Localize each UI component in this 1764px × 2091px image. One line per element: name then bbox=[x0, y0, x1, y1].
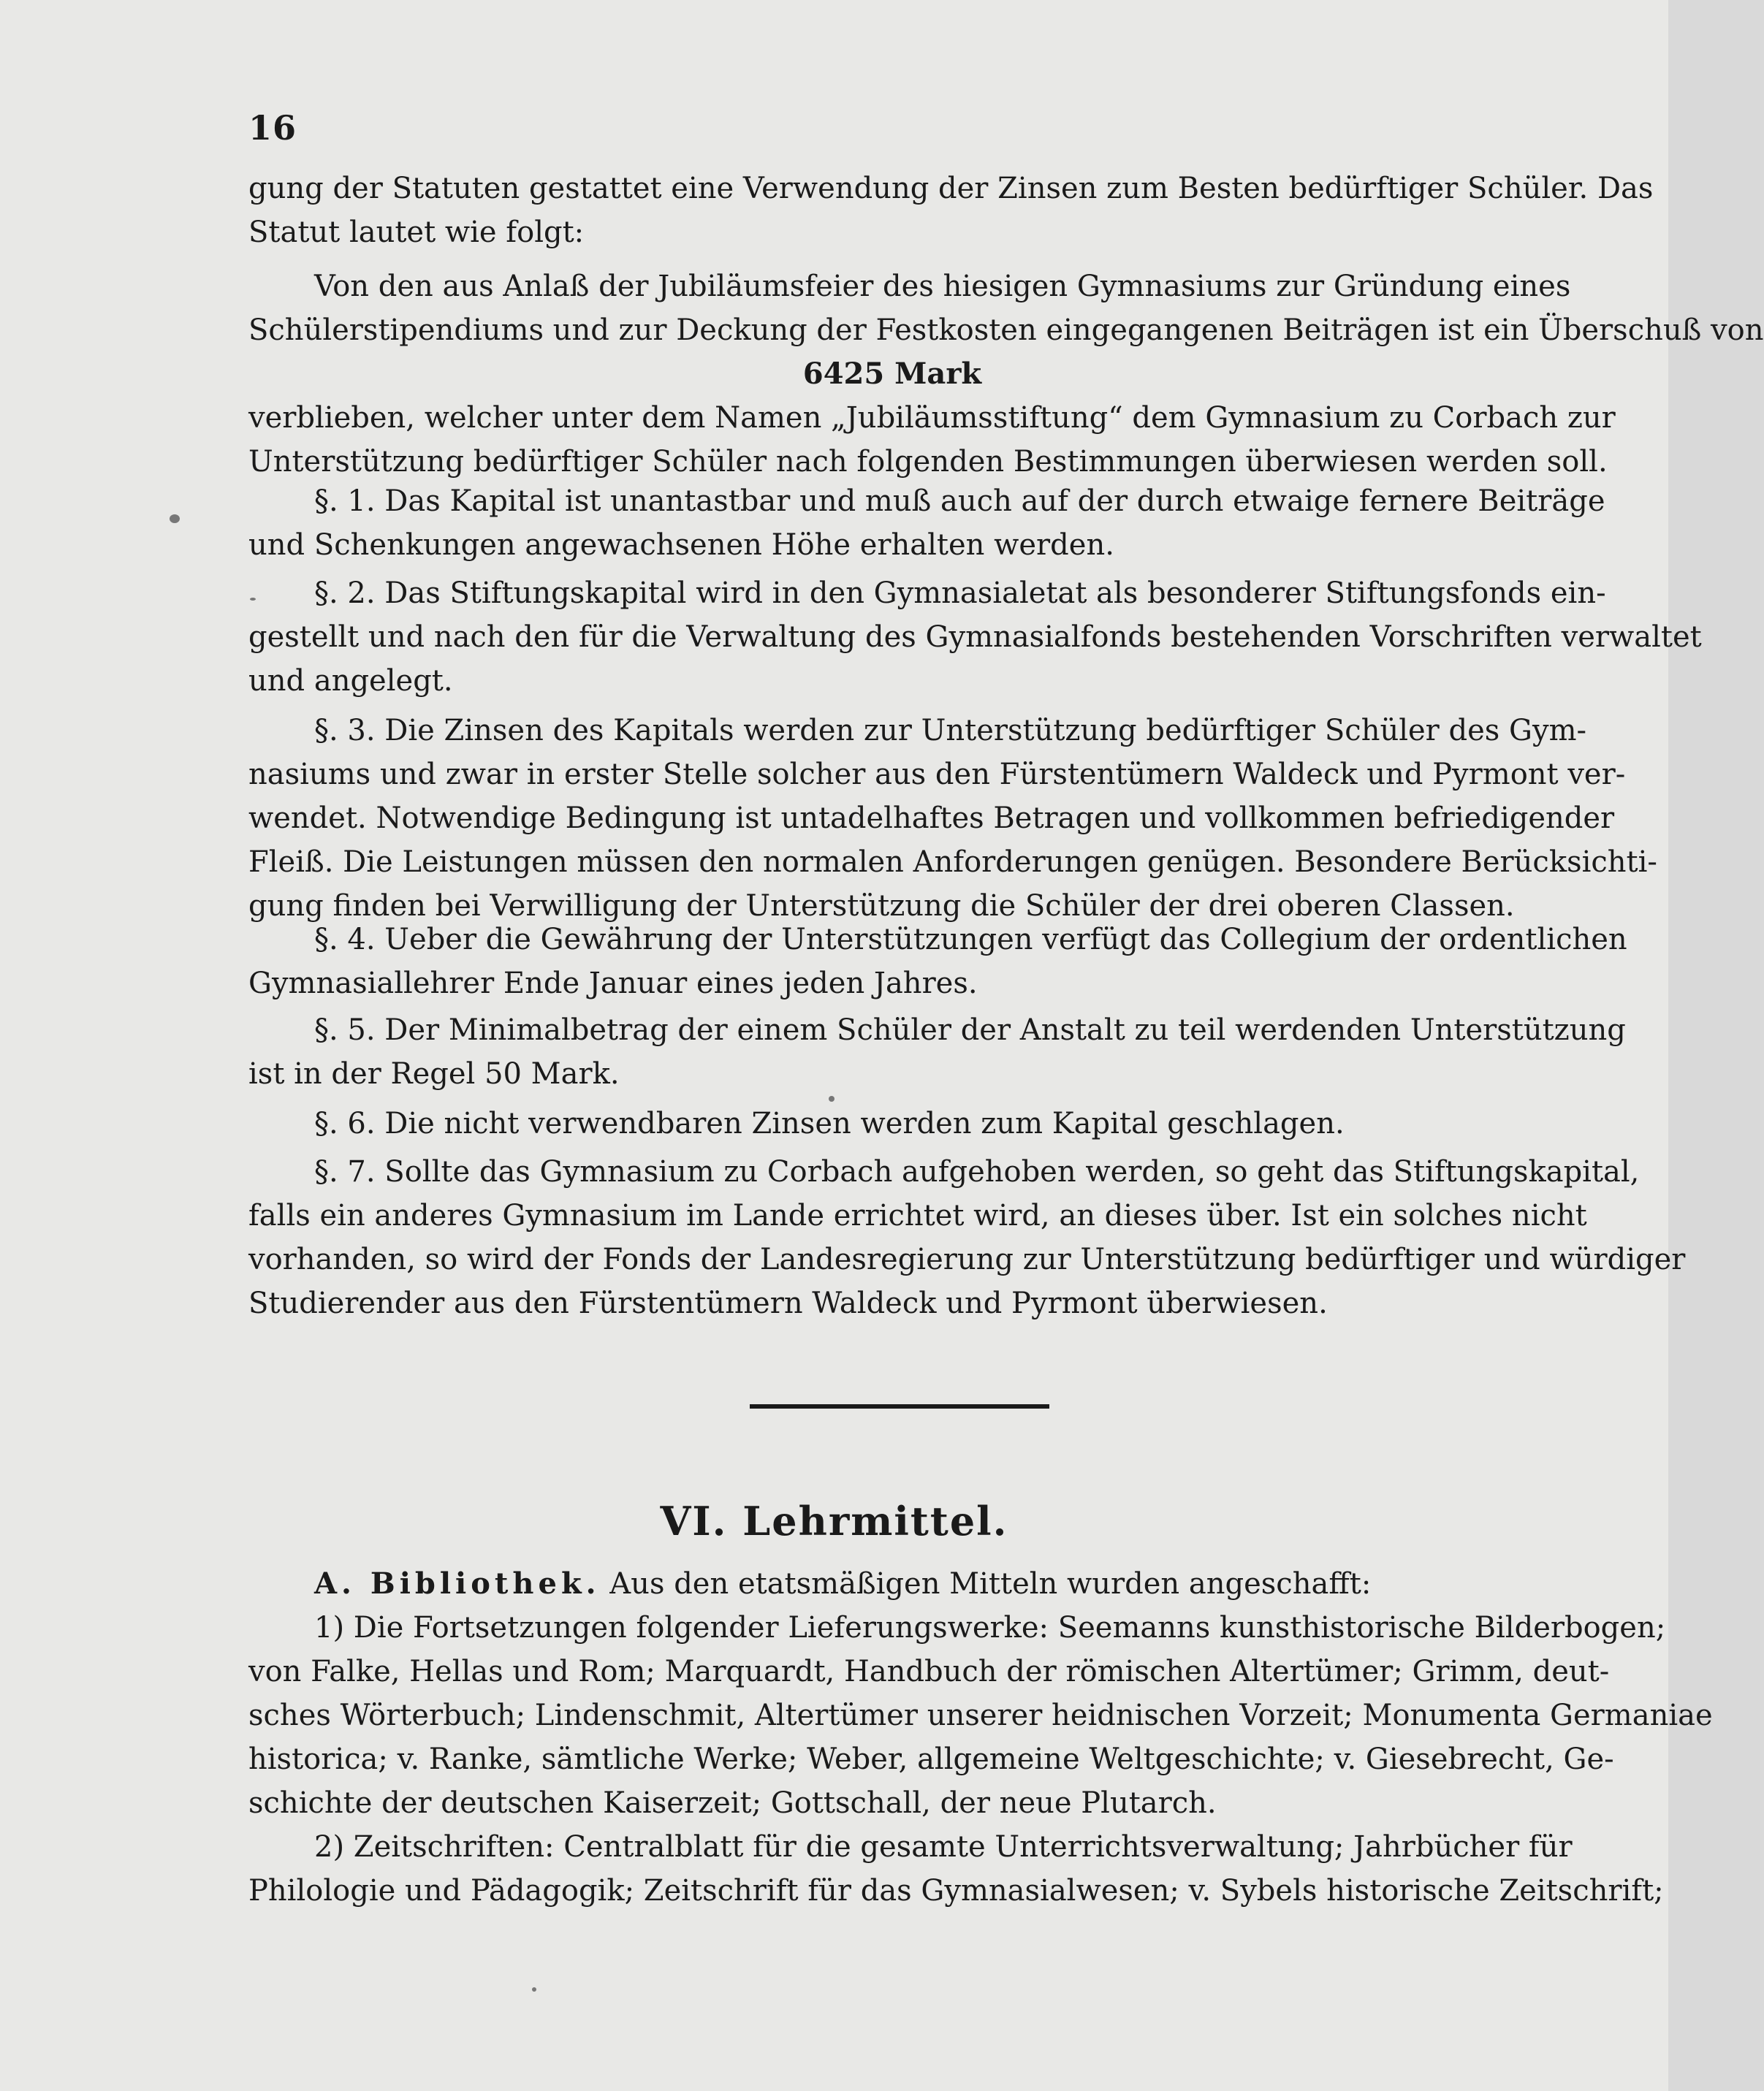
text-line: §. 3. Die Zinsen des Kapitals werden zur Unterstützung bedürftiger Schüler des Gym- bbox=[314, 714, 1587, 747]
text-line: Statut lautet wie folgt: bbox=[248, 216, 585, 249]
text-line: von Falke, Hellas und Rom; Marquardt, Handbuch der römischen Altertümer; Grimm, deut- bbox=[248, 1655, 1610, 1688]
text-line: Fleiß. Die Leistungen müssen den normalen Anforderungen genügen. Besondere Berücksichti- bbox=[248, 845, 1657, 879]
chapter-title: VI. Lehrmittel. bbox=[660, 1498, 1008, 1545]
statute-section-5 bbox=[248, 1008, 1626, 1096]
amount-line: 6425 Mark bbox=[802, 357, 982, 391]
text-line: §. 5. Der Minimalbetrag der einem Schüler der Anstalt zu teil werdenden Unterstützung bbox=[314, 1013, 1626, 1047]
text-line: und angelegt. bbox=[248, 664, 453, 698]
statute-section-4 bbox=[248, 918, 1627, 1005]
text-line: §. 7. Sollte das Gymnasium zu Corbach aufgehoben werden, so geht das Stiftungskapital, bbox=[314, 1155, 1640, 1189]
library-heading-rest: Aus den etatsmäßigen Mitteln wurden angeschafft: bbox=[609, 1567, 1372, 1601]
text-line: sches Wörterbuch; Lindenschmit, Altertümer unserer heidnischen Vorzeit; Monumenta Germaniae bbox=[248, 1699, 1713, 1732]
page-number: 16 bbox=[248, 108, 297, 148]
text-line: Von den aus Anlaß der Jubiläumsfeier des hiesigen Gymnasiums zur Gründung eines bbox=[314, 270, 1571, 303]
intro-paragraph bbox=[248, 167, 1654, 254]
statute-section-6 bbox=[248, 1102, 1536, 1146]
text-line: nasiums und zwar in erster Stelle solcher aus den Fürstentümern Waldeck und Pyrmont ver- bbox=[248, 758, 1626, 791]
library-heading-line bbox=[248, 1562, 1536, 1606]
paper-speck bbox=[532, 1987, 536, 1992]
text-line: ist in der Regel 50 Mark. bbox=[248, 1057, 620, 1091]
statute-section-7 bbox=[248, 1150, 1686, 1325]
text-line: verblieben, welcher unter dem Namen „Jubiläumsstiftung“ dem Gymnasium zu Corbach zur bbox=[248, 401, 1616, 435]
statute-preamble bbox=[248, 264, 1764, 484]
text-line: 1) Die Fortsetzungen folgender Lieferungswerke: Seemanns kunsthistorische Bilderbogen; bbox=[314, 1611, 1666, 1645]
text-line: §. 2. Das Stiftungskapital wird in den Gymnasialetat als besonderer Stiftungsfonds ein- bbox=[314, 576, 1606, 610]
text-line: Philologie und Pädagogik; Zeitschrift für das Gymnasialwesen; v. Sybels historische Zeitschrift; bbox=[248, 1874, 1664, 1908]
paper-speck bbox=[170, 514, 180, 523]
text-line: historica; v. Ranke, sämtliche Werke; Weber, allgemeine Weltgeschichte; v. Giesebrecht, Ge- bbox=[248, 1742, 1614, 1776]
text-line: §. 6. Die nicht verwendbaren Zinsen werden zum Kapital geschlagen. bbox=[314, 1107, 1345, 1140]
text-line: und Schenkungen angewachsenen Höhe erhalten werden. bbox=[248, 528, 1114, 562]
text-line: gung finden bei Verwilligung der Unterstützung die Schüler der drei oberen Classen. bbox=[248, 889, 1515, 923]
text-line: Unterstützung bedürftiger Schüler nach folgenden Bestimmungen überwiesen werden soll. bbox=[248, 445, 1608, 479]
text-line: gung der Statuten gestattet eine Verwendung der Zinsen zum Besten bedürftiger Schüler. Das bbox=[248, 172, 1654, 205]
text-line: falls ein anderes Gymnasium im Lande errichtet wird, an dieses über. Ist ein solches nicht bbox=[248, 1199, 1587, 1233]
text-line: wendet. Notwendige Bedingung ist untadelhaftes Betragen und vollkommen befriedigender bbox=[248, 801, 1615, 835]
paper-speck bbox=[829, 1096, 835, 1102]
text-line: Gymnasiallehrer Ende Januar eines jeden Jahres. bbox=[248, 967, 978, 1000]
paper-speck bbox=[250, 598, 256, 601]
text-line: Studierender aus den Fürstentümern Waldeck und Pyrmont überwiesen. bbox=[248, 1287, 1328, 1320]
library-heading: A. Bibliothek. bbox=[314, 1566, 601, 1601]
statute-section-3 bbox=[248, 709, 1657, 928]
text-line: vorhanden, so wird der Fonds der Landesregierung zur Unterstützung bedürftiger und würdiger bbox=[248, 1243, 1686, 1276]
text-line: §. 4. Ueber die Gewährung der Unterstützungen verfügt das Collegium der ordentlichen bbox=[314, 923, 1627, 956]
text-line: 2) Zeitschriften: Centralblatt für die gesamte Unterrichtsverwaltung; Jahrbücher für bbox=[314, 1830, 1573, 1864]
section-divider-rule bbox=[750, 1404, 1049, 1409]
text-line: gestellt und nach den für die Verwaltung des Gymnasialfonds bestehenden Vorschriften verwaltet bbox=[248, 620, 1702, 654]
statute-section-2 bbox=[248, 571, 1702, 703]
statute-section-1 bbox=[248, 479, 1605, 567]
text-line: §. 1. Das Kapital ist unantastbar und muß auch auf der durch etwaige fernere Beiträge bbox=[314, 484, 1605, 518]
library-section bbox=[248, 1562, 1713, 1913]
text-line: schichte der deutschen Kaiserzeit; Gottschall, der neue Plutarch. bbox=[248, 1786, 1217, 1820]
text-line: Schülerstipendiums und zur Deckung der Festkosten eingegangenen Beiträgen ist ein Überschuß von bbox=[248, 313, 1764, 347]
